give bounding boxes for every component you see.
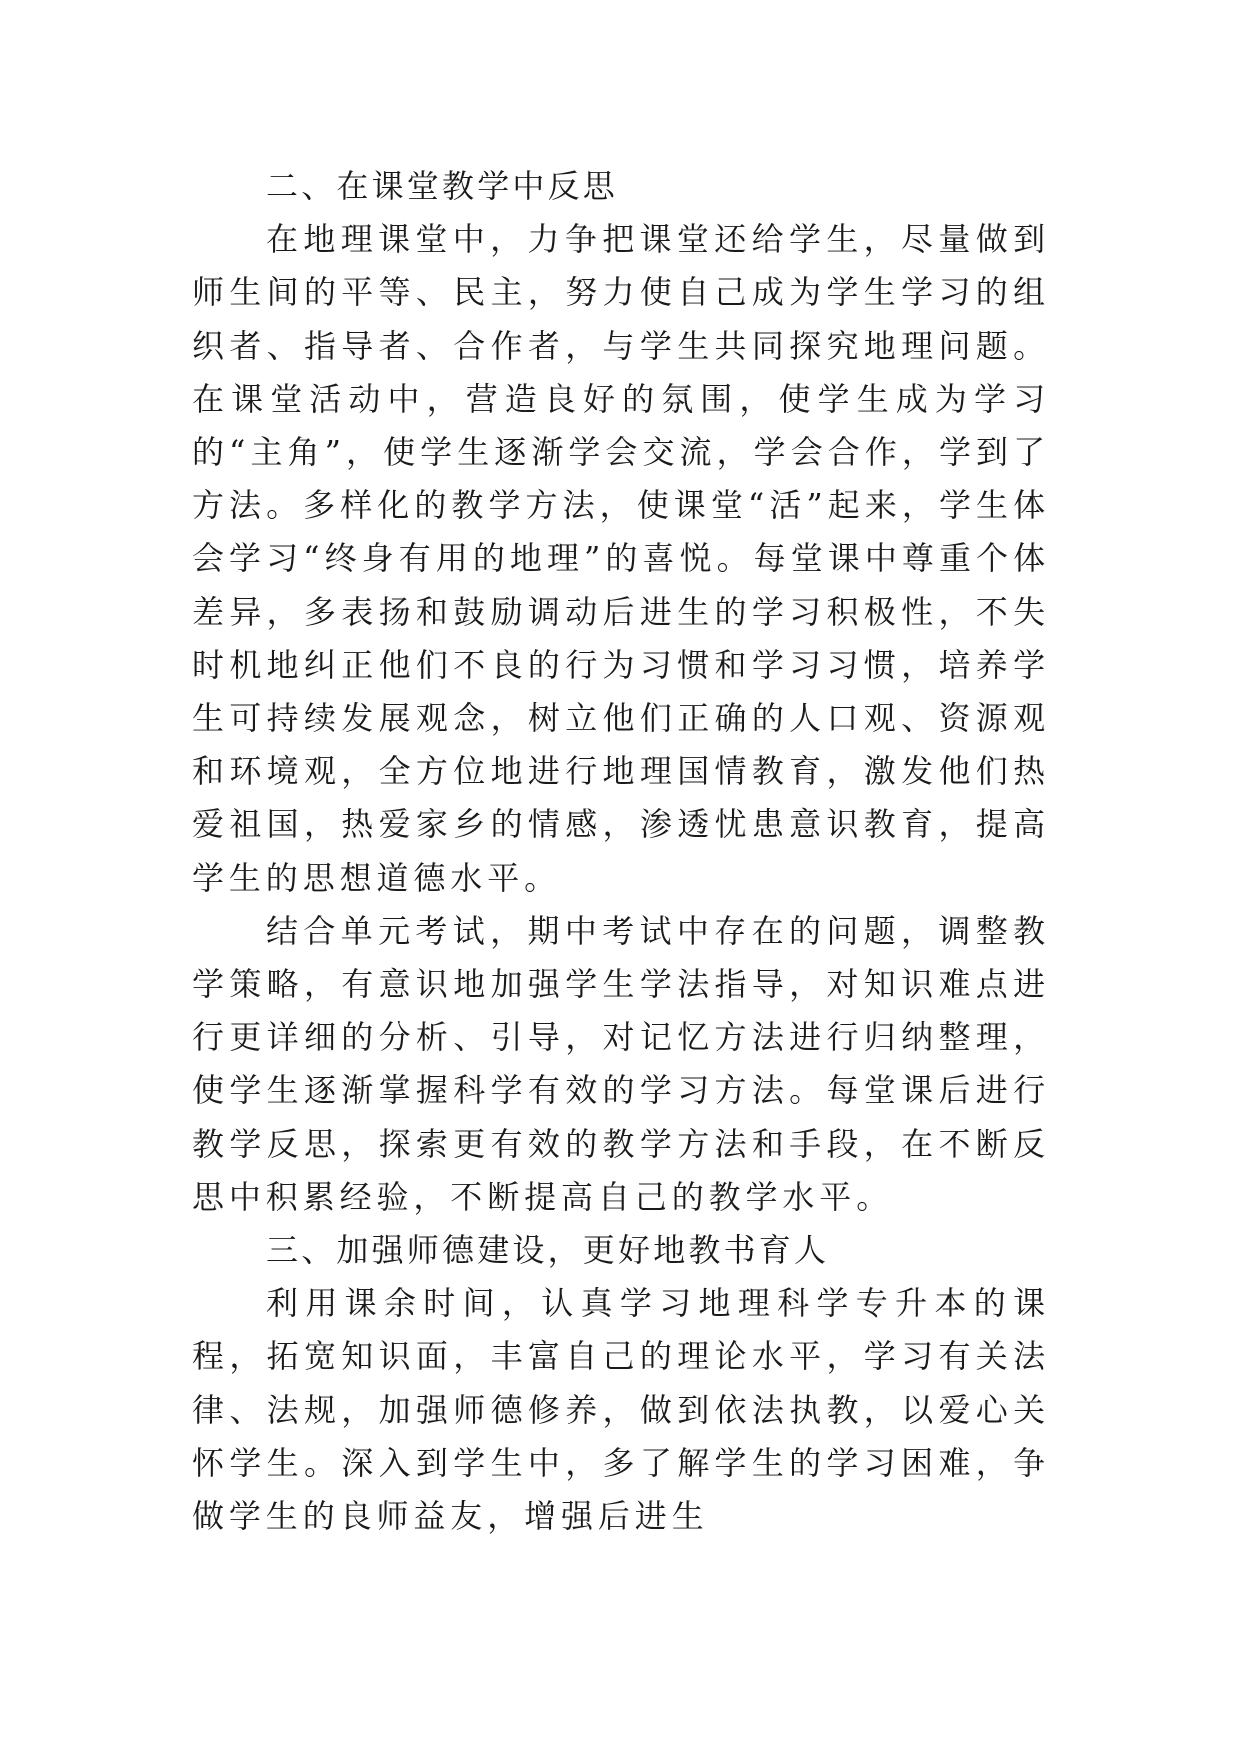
paragraph-ethics: 利用课余时间，认真学习地理科学专升本的课程，拓宽知识面，丰富自己的理论水平，学习有关法律、法规，加强师德修养，做到依法执教，以爱心关怀学生。深入到学生中，多了解学生的学习困难，争做学生的良师益友，增强后进生 (192, 1284, 1050, 1536)
paragraph-exam-strategy: 结合单元考试，期中考试中存在的问题，调整教学策略，有意识地加强学生学法指导，对知识难点进行更详细的分析、引导，对记忆方法进行归纳整理，使学生逐渐掌握科学有效的学习方法。每堂课后进行教学反思，探索更有效的教学方法和手段，在不断反思中积累经验，不断提高自己的教学水平。 (192, 911, 1050, 1216)
paragraph-classroom: 在地理课堂中，力争把课堂还给学生，尽量做到师生间的平等、民主，努力使自己成为学生学习的组织者、指导者、合作者，与学生共同探究地理问题。在课堂活动中，营造良好的氛围，使学生成为学习的“主角”，使学生逐渐学会交流，学会合作，学到了方法。多样化的教学方法，使课堂“活”起来，学生体会学习“终身有用的地理”的喜悦。每堂课中尊重个体差异，多表扬和鼓励调动后进生的学习积极性，不失时机地纠正他们不良的行为习惯和学习习惯，培养学生可持续发展观念，树立他们正确的人口观、资源观和环境观，全方位地进行地理国情教育，激发他们热爱祖国，热爱家乡的情感，渗透忧患意识教育，提高学生的思想道德水平。 (192, 220, 1050, 897)
section-heading-reflection: 二、在课堂教学中反思 (266, 167, 619, 205)
section-heading-ethics: 三、加强师德建设，更好地教书育人 (266, 1231, 830, 1270)
document-page (192, 160, 1050, 1543)
